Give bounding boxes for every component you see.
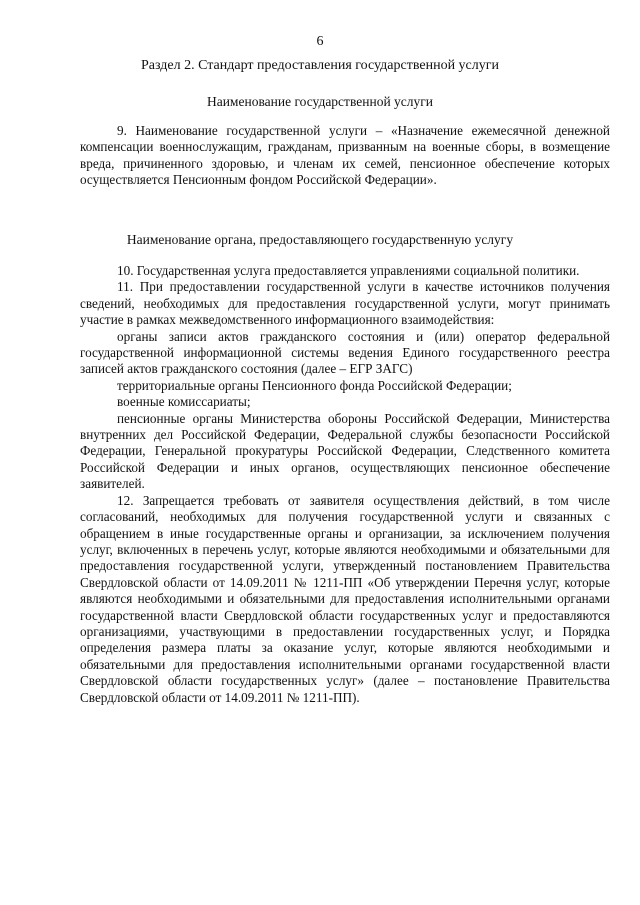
service-name-block xyxy=(80,123,610,189)
authority-block xyxy=(80,263,610,706)
page-number: 6 xyxy=(316,34,324,49)
list-item-zags: органы записи актов гражданского состояния и (или) оператор федеральной государственной информационной системы ведения Единого государственного реестра записей актов гражданского состояния (далее – ЕГР ЗАГС) xyxy=(80,328,610,377)
heading-service-name: Наименование государственной услуги xyxy=(206,94,434,109)
paragraph-12: 12. Запрещается требовать от заявителя осуществления действий, в том числе согласований, необходимых для получения государственной услуги и связанных с обращением в иные государственные органы и организации, за исключением получения услуг, включенных в перечень услуг, которые являются необходимыми и обязательными для предоставления государственной услуги, утвержденный постановлением Правительства Свердловской области от 14.09.2011 № 1211-ПП «Об утверждении Перечня услуг, которые являются необходимыми и обязательными для предоставления исполнительными органами государственной власти Свердловской области государственных услуг и предоставляются организациями, участвующими в предоставлении государственных услуг, и Порядка определения размера платы за оказание услуг, которые являются необходимыми и обязательными для предоставления исполнительными органами государственной власти Свердловской области государственных услуг» (далее – постановление Правительства Свердловской области от 14.09.2011 № 1211-ПП). xyxy=(80,492,610,705)
paragraph-11: 11. При предоставлении государственной услуги в качестве источников получения сведений, необходимых для предоставления государственной услуги, могут принимать участие в рамках межведомственного информационного взаимодействия: xyxy=(80,279,610,328)
list-item-military-commissariats: военные комиссариаты; xyxy=(117,394,251,410)
paragraph-9: 9. Наименование государственной услуги – «Назначение ежемесячной денежной компенсации военнослужащим, гражданам, призванным на военные сборы, в возмещение вреда, причиненного здоровью, и членам их семей, пенсионное обеспечение которых осуществляется Пенсионным фондом Российской Федерации». xyxy=(80,123,610,188)
list-item-pension-bodies: пенсионные органы Министерства обороны Российской Федерации, Министерства внутренних дел Российской Федерации, Федеральной службы безопасности Российской Федерации, Генеральной прокуратуры Российской Федерации, Следственного комитета Российской Федерации и иных органов, осуществляющих пенсионное обеспечение заявителей. xyxy=(80,410,610,492)
section-title: Раздел 2. Стандарт предоставления государственной услуги xyxy=(141,58,499,73)
list-item-pension-fund: территориальные органы Пенсионного фонда Российской Федерации; xyxy=(117,377,512,393)
heading-authority: Наименование органа, предоставляющего государственную услугу xyxy=(126,232,514,247)
paragraph-10: 10. Государственная услуга предоставляется управлениями социальной политики. xyxy=(117,263,580,278)
